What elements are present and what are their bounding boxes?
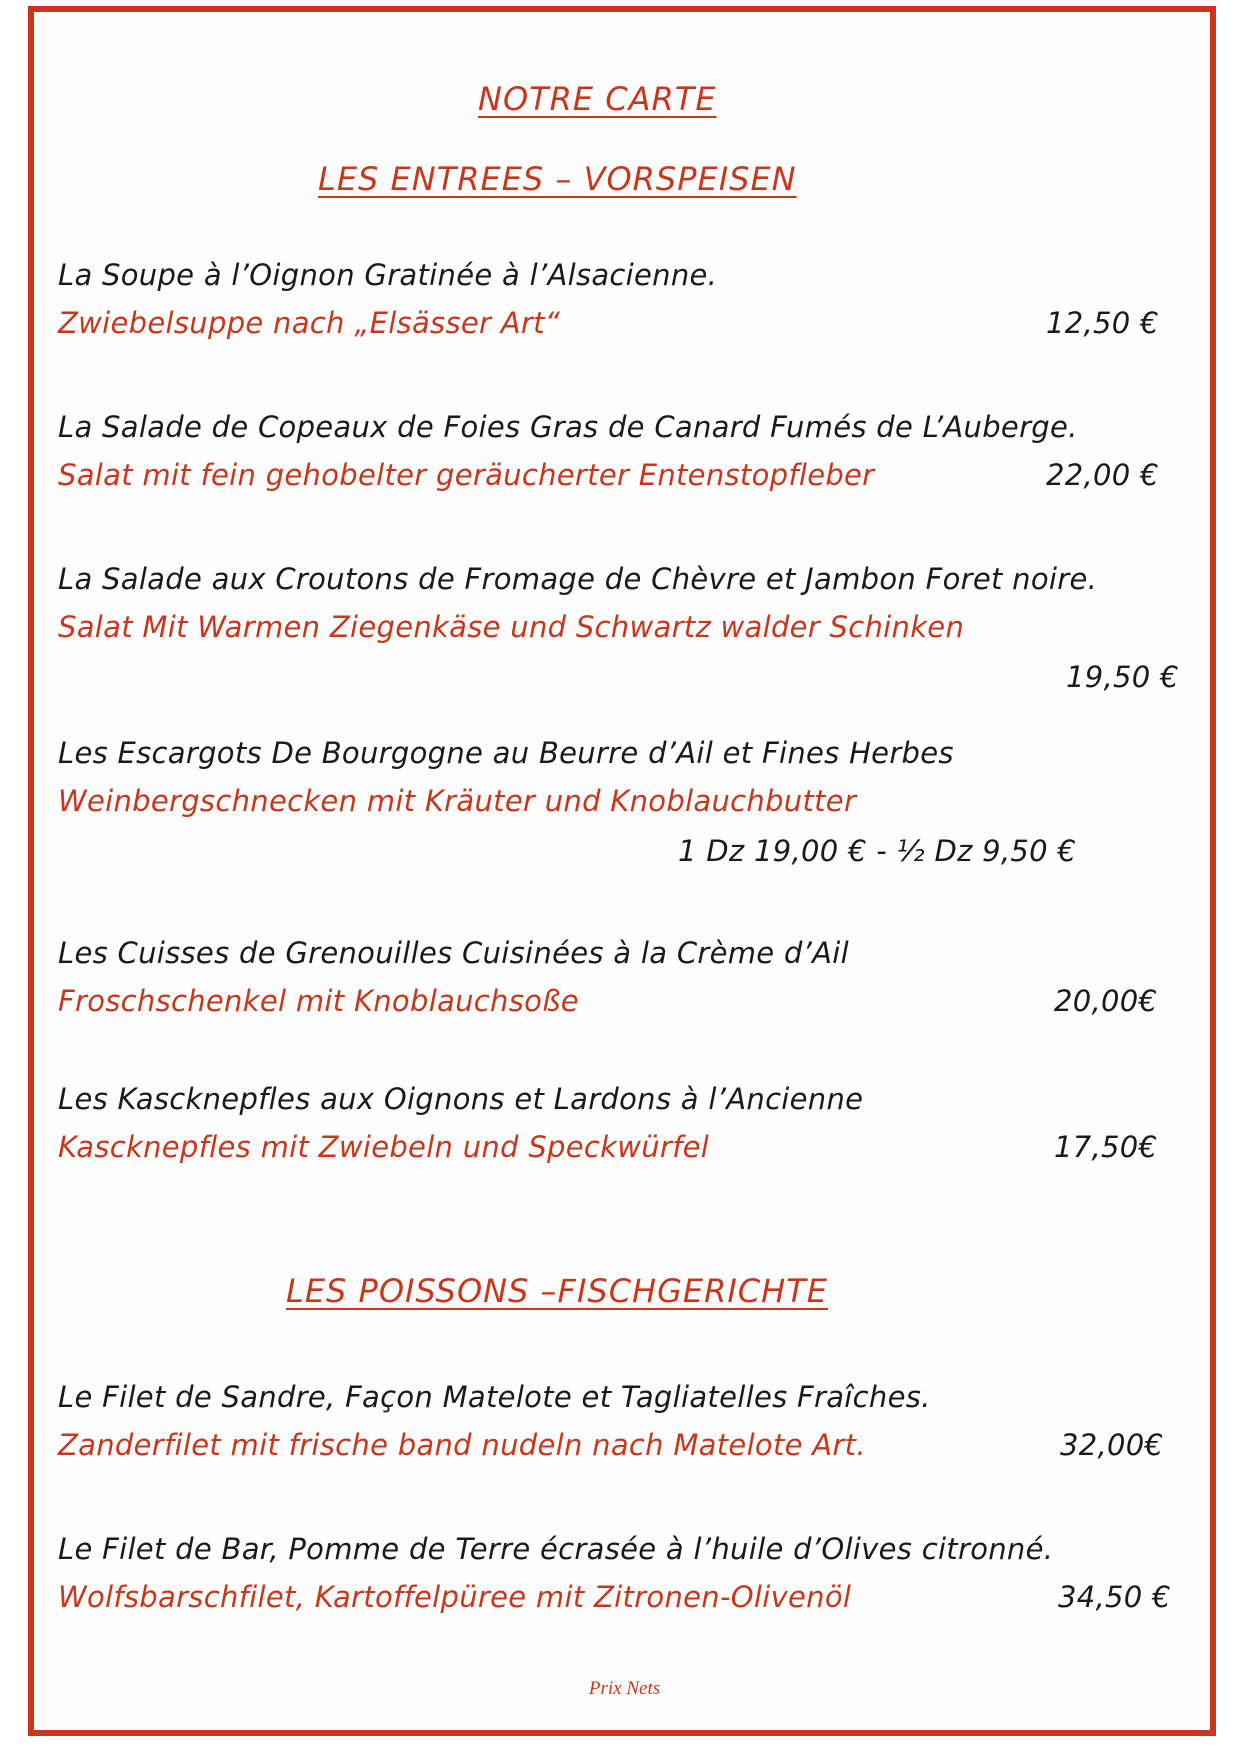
item-price: 17,50€ (1054, 1130, 1158, 1164)
item-price: 20,00€ (1054, 984, 1158, 1018)
item-french-name: Le Filet de Sandre, Façon Matelote et Tagliatelles Fraîches. (58, 1380, 931, 1414)
item-german-name: Froschschenkel mit Knoblauchsoße (58, 984, 579, 1018)
item-price: 32,00€ (1060, 1428, 1164, 1462)
item-price: 1 Dz 19,00 € - ½ Dz 9,50 € (678, 834, 1077, 868)
item-german-name: Salat mit fein gehobelter geräucherter Entenstopfleber (58, 458, 875, 492)
section-heading-entrees: LES ENTREES – VORSPEISEN (318, 160, 797, 198)
item-german-name: Zanderfilet mit frische band nudeln nach Matelote Art. (58, 1428, 866, 1462)
section-heading-poissons: LES POISSONS –FISCHGERICHTE (286, 1272, 828, 1310)
item-french-name: La Salade aux Croutons de Fromage de Chèvre et Jambon Foret noire. (58, 562, 1098, 596)
item-price: 19,50 € (1066, 660, 1179, 694)
item-german-name: Kascknepfles mit Zwiebeln und Speckwürfel (58, 1130, 710, 1164)
item-price: 22,00 € (1046, 458, 1159, 492)
item-german-name: Wolfsbarschfilet, Kartoffelpüree mit Zitronen-Olivenöl (58, 1580, 852, 1614)
item-french-name: La Soupe à l’Oignon Gratinée à l’Alsacienne. (58, 258, 718, 292)
item-german-name: Zwiebelsuppe nach „Elsässer Art“ (58, 306, 561, 340)
item-german-name: Salat Mit Warmen Ziegenkäse und Schwartz walder Schinken (58, 610, 965, 644)
item-french-name: Les Kascknepfles aux Oignons et Lardons à l’Ancienne (58, 1082, 864, 1116)
item-french-name: La Salade de Copeaux de Foies Gras de Canard Fumés de L’Auberge. (58, 410, 1078, 444)
item-french-name: Le Filet de Bar, Pomme de Terre écrasée à l’huile d’Olives citronné. (58, 1532, 1054, 1566)
menu-title: NOTRE CARTE (478, 80, 717, 118)
item-price: 12,50 € (1046, 306, 1159, 340)
item-french-name: Les Cuisses de Grenouilles Cuisinées à la Crème d’Ail (58, 936, 850, 970)
item-german-name: Weinbergschnecken mit Kräuter und Knoblauchbutter (58, 784, 857, 818)
item-price: 34,50 € (1058, 1580, 1171, 1614)
footer-note: Prix Nets (588, 1678, 661, 1699)
item-french-name: Les Escargots De Bourgogne au Beurre d’Ail et Fines Herbes (58, 736, 954, 770)
